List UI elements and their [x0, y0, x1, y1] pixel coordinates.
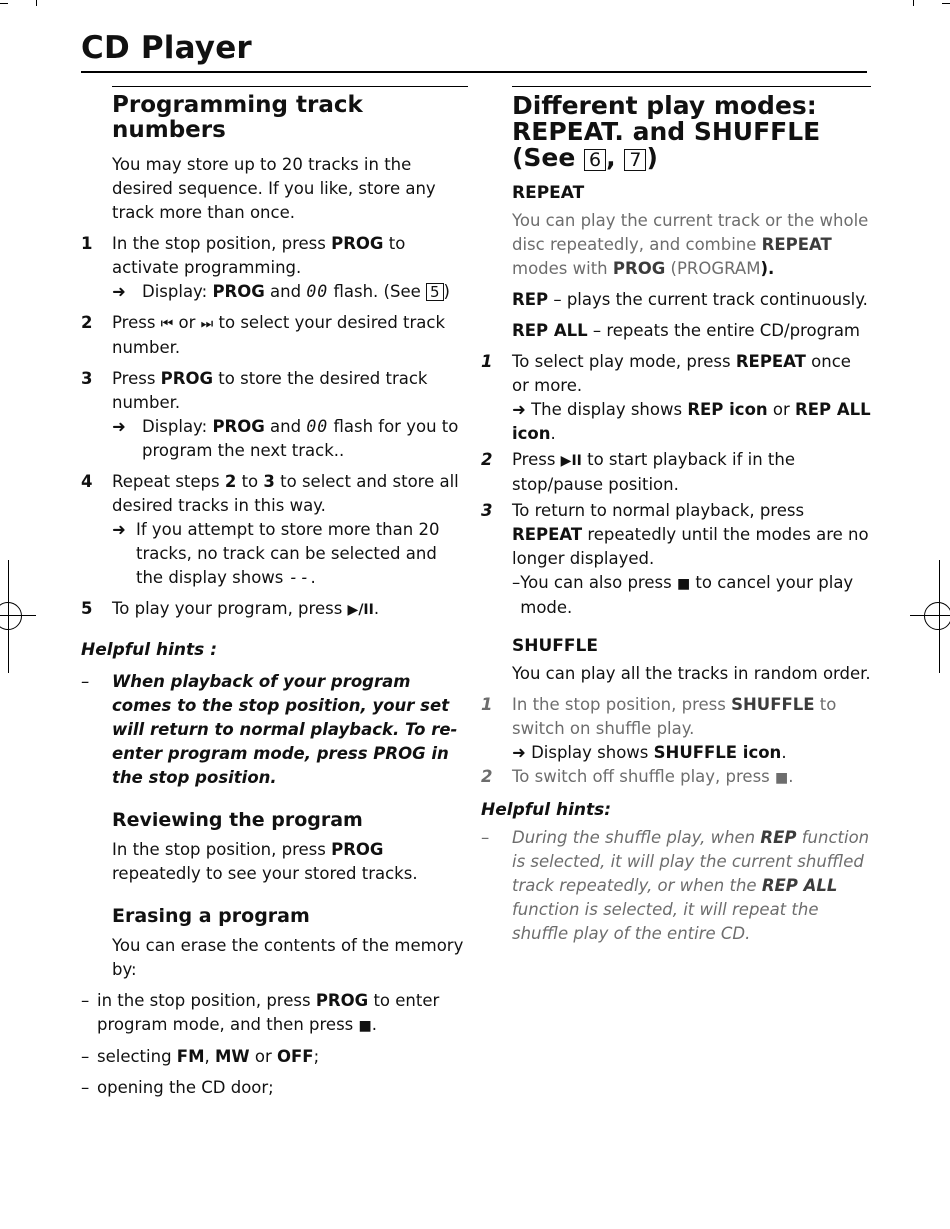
crop-mark [0, 3, 8, 4]
arrow-icon: ➜ [112, 417, 126, 436]
step-result: ➜ If you attempt to store more than 20 tracks, no track can be selected and the display shows --. [112, 518, 468, 590]
erasing-heading: Erasing a program [112, 905, 310, 927]
play-pause-icon: ▶II [560, 453, 582, 469]
repeat-heading: REPEAT [512, 183, 585, 203]
next-track-icon: ⏭ [200, 316, 214, 332]
reviewing-text: In the stop position, press PROG repeatedly to see your stored tracks. [112, 840, 418, 883]
helpful-hints-title: Helpful hints : [81, 640, 217, 660]
shuffle-intro: You can play all the tracks in random order. [512, 664, 871, 683]
column-rule [512, 86, 871, 87]
previous-track-icon: ⏮ [160, 316, 174, 332]
stop-icon: ■ [775, 770, 789, 786]
prog-step-2: 2 Press ⏮ or ⏭ to select your desired track number. [81, 313, 446, 357]
play-pause-icon: ▶/II [347, 602, 374, 618]
registration-circle [0, 602, 22, 630]
step-result: ➜ Display: PROG and 00 flash for you to program the next track.. [112, 415, 468, 463]
programming-intro: You may store up to 20 tracks in the desired sequence. If you like, store any track more than once. [112, 155, 436, 222]
repeat-step-1: 1 To select play mode, press REPEAT once or more. ➜ The display shows REP icon or REP ALL icon. [481, 352, 871, 443]
prog-step-1: 1 In the stop position, press PROG to activate programming. ➜ Display: PROG and 00 flash. (See 5 ) [81, 232, 468, 304]
crop-mark [942, 3, 950, 4]
helpful-hint: – During the shuffle play, when REP function is selected, it will play the current shuffled track repeatedly, or when the REP ALL function is selected, it will repeat the shuffle play of the entire CD. [481, 828, 870, 943]
figure-ref-box: 7 [624, 149, 646, 171]
arrow-icon: ➜ [112, 282, 126, 301]
shuffle-heading: SHUFFLE [512, 636, 598, 656]
repeat-step-2: 2 Press ▶II to start playback if in the stop/pause position. [481, 450, 795, 494]
stop-icon: ■ [676, 576, 691, 592]
prog-step-5: 5 To play your program, press ▶/II. [81, 599, 380, 618]
segment-display-icon: 00 [306, 417, 329, 436]
arrow-icon: ➜ [112, 520, 126, 539]
repeat-step-3: 3 To return to normal playback, press REPEAT repeatedly until the modes are no longer displayed. – You can also press ■ to cancel your play mode. [481, 499, 871, 620]
figure-ref-box: 5 [426, 283, 444, 301]
arrow-icon: ➜ [512, 400, 526, 419]
erase-option: – selecting FM, MW or OFF; [81, 1047, 320, 1066]
segment-display-icon: -- [288, 568, 311, 587]
crop-mark [913, 0, 914, 6]
step-note: – You can also press ■ to cancel your play mode. [512, 573, 854, 617]
figure-ref-box: 6 [584, 149, 606, 171]
helpful-hint: – When playback of your program comes to the stop position, your set will return to normal playback. To re-enter program mode, press PROG in the stop position. [81, 672, 458, 787]
erasing-intro: You can erase the contents of the memory by: [112, 936, 464, 979]
reviewing-heading: Reviewing the program [112, 809, 363, 831]
play-modes-heading: Different play modes: REPEAT. and SHUFFLE (See 6 , 7 ) [512, 91, 821, 172]
page-title: CD Player [81, 30, 252, 66]
erase-option: – in the stop position, press PROG to enter program mode, and then press ■. [81, 991, 440, 1034]
crop-mark [36, 0, 37, 6]
shuffle-step-1: 1 In the stop position, press SHUFFLE to switch on shuffle play. ➜ Display shows SHUFFLE icon. [481, 695, 837, 762]
segment-display-icon: 00 [306, 282, 329, 301]
step-result: ➜ Display: PROG and 00 flash. (See 5 ) [112, 280, 468, 304]
prog-step-3: 3 Press PROG to store the desired track number. ➜ Display: PROG and 00 flash for you to program the next track.. [81, 367, 468, 463]
rep-description: REP – plays the current track continuously. [512, 290, 868, 309]
helpful-hints-title: Helpful hints: [481, 800, 612, 820]
programming-heading: Programming track numbers [112, 92, 363, 143]
repeat-intro: You can play the current track or the whole disc repeatedly, and combine REPEAT modes with PROG (PROGRAM). [512, 211, 869, 278]
title-rule [81, 71, 867, 73]
erase-option: – opening the CD door; [81, 1078, 274, 1097]
left-column [81, 86, 468, 1107]
right-column [481, 86, 871, 946]
column-rule [112, 86, 468, 87]
registration-circle [924, 602, 950, 630]
shuffle-step-2: 2 To switch off shuffle play, press ■. [481, 767, 794, 786]
arrow-icon: ➜ [512, 743, 526, 762]
stop-icon: ■ [358, 1018, 372, 1034]
prog-step-4: 4 Repeat steps 2 to 3 to select and store all desired tracks in this way. ➜ If you attempt to store more than 20 tracks, no track can be selected and the display shows --. [81, 470, 468, 590]
rep-all-description: REP ALL – repeats the entire CD/program [512, 321, 861, 340]
